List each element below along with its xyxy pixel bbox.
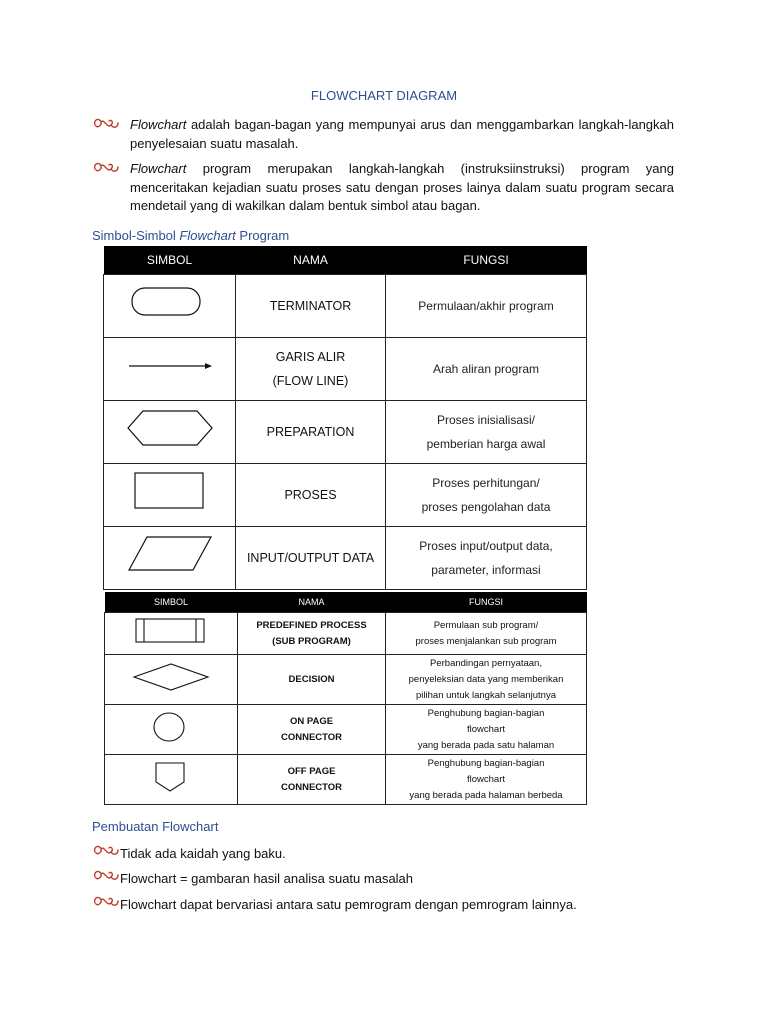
intro-paragraph-1: Flowchart adalah bagan-bagan yang mempunyai arus dan menggambarkan langkah-langkah penyelesaian suatu masalah. — [130, 117, 674, 151]
section-heading-symbols: Simbol-Simbol Flowchart Program — [92, 228, 290, 243]
page-title: FLOWCHART DIAGRAM — [310, 88, 458, 103]
list-item: Flowchart dapat bervariasi antara satu pemrogram dengan pemrogram lainnya. — [120, 897, 577, 912]
table-row: PREDEFINED PROCESS (SUB PROGRAM) Permulaan sub program/ proses menjalankan sub program — [105, 613, 587, 655]
off-page-connector-symbol — [105, 755, 238, 805]
list-item: Tidak ada kaidah yang baku. — [120, 846, 286, 861]
table-row: OFF PAGE CONNECTOR Penghubung bagian-bagian flowchart yang berada pada halaman berbeda — [105, 755, 587, 805]
intro-paragraph-2: Flowchart program merupakan langkah-langkah (instruksiinstruksi) program yang menceritakan kejadian suatu proses satu dengan proses lainya dalam suatu program secara mendetail yang di wakilkan dalam bentuk simbol atau bagan. — [130, 161, 674, 213]
symbols-table-2 — [104, 592, 587, 805]
decision-symbol — [105, 655, 238, 705]
table-row: PREPARATION Proses inisialisasi/ pemberian harga awal — [104, 401, 587, 464]
table-row: GARIS ALIR (FLOW LINE) Arah aliran program — [104, 338, 587, 401]
predefined-process-symbol — [105, 613, 238, 655]
section-heading-pembuatan: Pembuatan Flowchart — [92, 819, 219, 834]
process-symbol — [104, 464, 236, 527]
flourish-bullet-icon — [92, 160, 120, 178]
header-fungsi: FUNGSI — [386, 592, 587, 613]
flourish-bullet-icon — [92, 868, 120, 886]
table-row: INPUT/OUTPUT DATA Proses input/output data, parameter, informasi — [104, 527, 587, 590]
flourish-bullet-icon — [92, 894, 120, 912]
flow-line-symbol — [104, 338, 236, 401]
table-row: DECISION Perbandingan pernyataan, penyeleksian data yang memberikan pilihan untuk langkah selanjutnya — [105, 655, 587, 705]
header-nama: NAMA — [238, 592, 386, 613]
header-simbol: SIMBOL — [105, 592, 238, 613]
symbols-table-1 — [103, 246, 587, 590]
table-row: ON PAGE CONNECTOR Penghubung bagian-bagian flowchart yang berada pada satu halaman — [105, 705, 587, 755]
terminator-symbol — [104, 275, 236, 338]
header-nama: NAMA — [236, 246, 386, 275]
flourish-bullet-icon — [92, 843, 120, 861]
header-simbol: SIMBOL — [104, 246, 236, 275]
flourish-bullet-icon — [92, 116, 120, 134]
table-row: PROSES Proses perhitungan/ proses pengolahan data — [104, 464, 587, 527]
table-row: TERMINATOR Permulaan/akhir program — [104, 275, 587, 338]
on-page-connector-symbol — [105, 705, 238, 755]
input-output-symbol — [104, 527, 236, 590]
preparation-symbol — [104, 401, 236, 464]
header-fungsi: FUNGSI — [386, 246, 587, 275]
list-item: Flowchart = gambaran hasil analisa suatu masalah — [120, 871, 414, 886]
